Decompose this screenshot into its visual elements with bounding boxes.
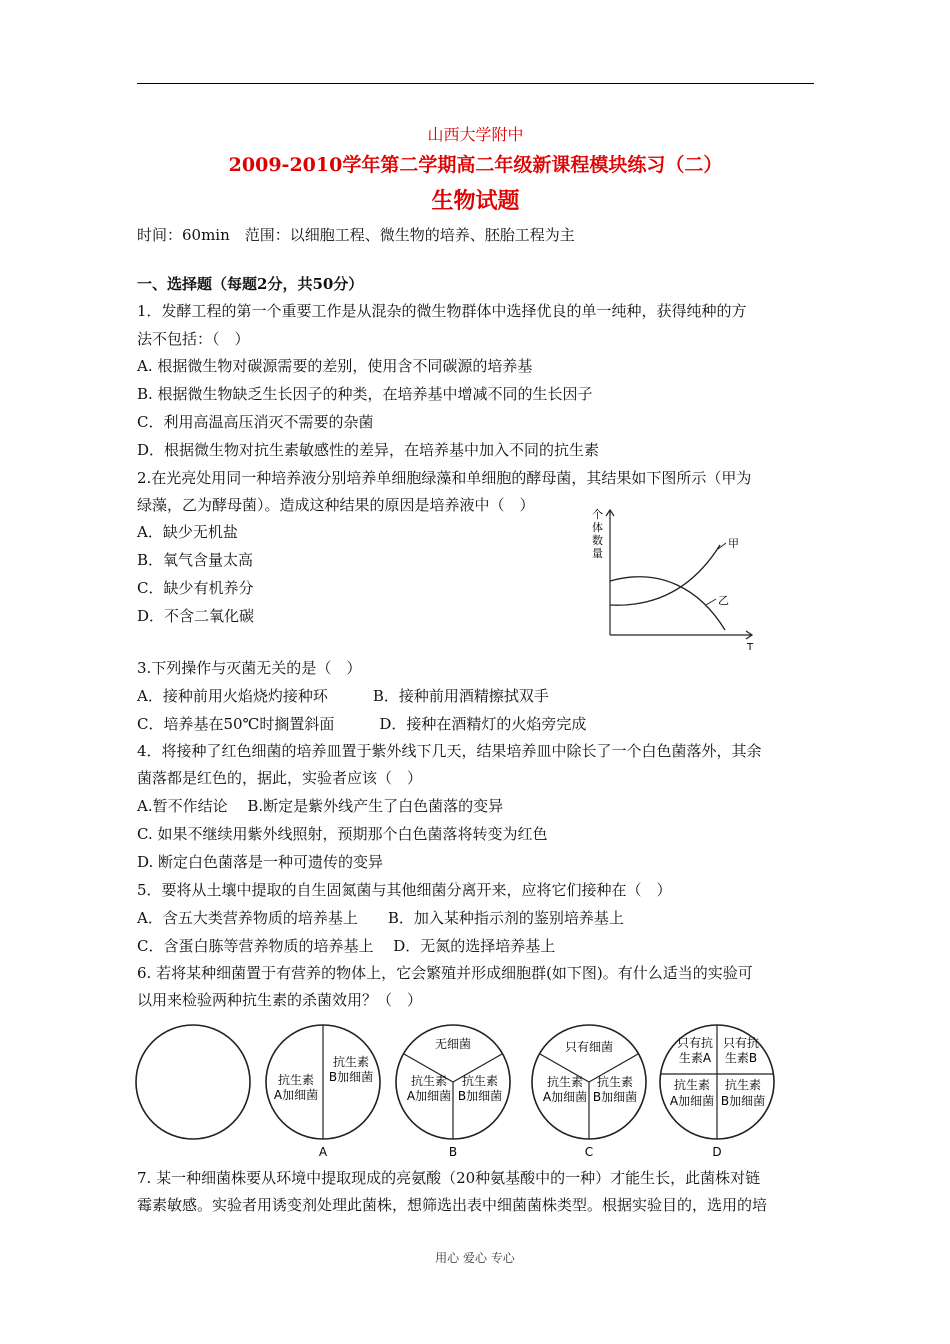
q4-options-ab: A.暂不作结论 B.断定是紫外线产生了白色菌落的变异	[137, 797, 504, 815]
q4-option-c: C. 如果不继续用紫外线照射，预期那个白色菌落将转变为红色	[137, 825, 548, 843]
dish-c-left-2: A加细菌	[542, 1090, 588, 1104]
q2-option-c: C．缺少有机养分	[137, 579, 254, 597]
q7-stem-1: 7. 某一种细菌株要从环境中提取现成的亮氨酸（20种氨基酸中的一种）才能生长，此菌株对链	[137, 1169, 761, 1187]
dish-a-right-1: 抗生素	[332, 1055, 370, 1069]
dish-d-tr-1: 只有抗	[722, 1036, 760, 1050]
q1-stem-1: 1．发酵工程的第一个重要工作是从混杂的微生物群体中选择优良的单一纯种，获得纯种的方	[137, 302, 747, 320]
label-jia: 甲	[728, 537, 739, 550]
graph-ylabel-2: 体	[592, 521, 603, 534]
dish-b-right-1: 抗生素	[461, 1074, 499, 1088]
dish-empty	[136, 1025, 250, 1139]
dish-a-left-2: A加细菌	[273, 1088, 319, 1102]
q2-stem-1: 2.在光亮处用同一种培养液分别培养单细胞绿藻和单细胞的酵母菌，其结果如下图所示（甲为	[137, 469, 752, 487]
dish-c-left-1: 抗生素	[546, 1075, 584, 1089]
dish-d	[660, 1025, 774, 1159]
dish-b-label: B	[448, 1145, 458, 1159]
graph-ylabel-3: 数	[592, 534, 603, 547]
q1-option-a: A. 根据微生物对碳源需要的差别，使用含不同碳源的培养基	[137, 357, 533, 375]
dish-a	[266, 1025, 380, 1159]
exam-title: 2009-2010学年第二学期高二年级新课程模块练习（二）	[228, 154, 723, 176]
q4-stem-1: 4．将接种了红色细菌的培养皿置于紫外线下几天，结果培养皿中除长了一个白色菌落外，其余	[137, 742, 762, 760]
graph-xlabel: T	[747, 642, 754, 653]
q1-option-c: C．利用高温高压消灭不需要的杂菌	[137, 413, 374, 431]
label-yi: 乙	[718, 594, 729, 607]
leader-yi	[706, 599, 716, 605]
exam-meta: 时间：60min 范围：以细胞工程、微生物的培养、胚胎工程为主	[137, 226, 575, 244]
dish-c-right-2: B加细菌	[592, 1090, 638, 1104]
q3-stem: 3.下列操作与灭菌无关的是（ ）	[137, 659, 362, 677]
dish-d-br-1: 抗生素	[724, 1078, 762, 1092]
dish-c	[532, 1025, 646, 1159]
dish-c-top: 只有细菌	[564, 1040, 614, 1054]
q5-options-ab: A．含五大类营养物质的培养基上 B．加入某种指示剂的鉴别培养基上	[137, 909, 624, 927]
curve-jia	[610, 545, 720, 605]
dish-a-label: A	[318, 1145, 328, 1159]
q7-stem-2: 霉素敏感。实验者用诱变剂处理此菌株，想筛选出表中细菌菌株类型。根据实验目的，选用的培	[137, 1196, 768, 1214]
q1-stem-2: 法不包括：（ ）	[137, 330, 250, 348]
q6-stem-2: 以用来检验两种抗生素的杀菌效用？（ ）	[137, 991, 423, 1009]
dish-d-tl-2: 生素A	[678, 1051, 712, 1065]
section-title: 一、选择题（每题2分，共50分）	[137, 275, 364, 293]
q1-option-b: B. 根据微生物缺乏生长因子的种类，在培养基中增减不同的生长因子	[137, 385, 593, 403]
school-name: 山西大学附中	[427, 125, 524, 144]
q6-stem-1: 6. 若将某种细菌置于有营养的物体上，它会繁殖并形成细胞群(如下图)。有什么适当的实验可	[137, 964, 753, 982]
dish-b-top: 无细菌	[434, 1037, 472, 1051]
dish-b	[396, 1025, 510, 1159]
dish-d-tl-1: 只有抗	[676, 1036, 714, 1050]
dish-d-tr-2: 生素B	[724, 1051, 758, 1065]
q2-option-a: A．缺少无机盐	[137, 523, 238, 541]
dish-c-label: C	[584, 1145, 594, 1159]
header-rule	[137, 83, 814, 84]
graph-ylabel-1: 个	[592, 508, 603, 521]
dish-d-bl-1: 抗生素	[673, 1078, 711, 1092]
page-footer: 用心 爱心 专心	[435, 1251, 515, 1265]
q5-stem: 5．要将从土壤中提取的自生固氮菌与其他细菌分离开来，应将它们接种在（ ）	[137, 881, 672, 899]
dish-b-left-1: 抗生素	[410, 1074, 448, 1088]
dish-d-label: D	[712, 1145, 722, 1159]
q3-options-ab: A．接种前用火焰烧灼接种环 B．接种前用酒精擦拭双手	[137, 687, 549, 705]
dish-b-right-2: B加细菌	[457, 1089, 503, 1103]
dish-c-right-1: 抗生素	[596, 1075, 634, 1089]
dish-d-bl-2: A加细菌	[669, 1094, 715, 1108]
dish-d-br-2: B加细菌	[720, 1094, 766, 1108]
subject-title: 生物试题	[431, 188, 520, 214]
dish-a-right-2: B加细菌	[328, 1070, 374, 1084]
q2-growth-graph	[580, 505, 770, 655]
q4-option-d: D. 断定白色菌落是一种可遗传的变异	[137, 853, 384, 871]
q2-stem-2: 绿藻，乙为酵母菌）。造成这种结果的原因是培养液中（ ）	[137, 496, 535, 514]
dish-a-left-1: 抗生素	[277, 1073, 315, 1087]
dish-b-left-2: A加细菌	[406, 1089, 452, 1103]
q5-options-cd: C．含蛋白胨等营养物质的培养基上 D．无氮的选择培养基上	[137, 937, 556, 955]
q3-options-cd: C．培养基在50℃时搁置斜面 D．接种在酒精灯的火焰旁完成	[137, 715, 587, 733]
q6-petri-dishes	[130, 1022, 790, 1162]
q4-stem-2: 菌落都是红色的，据此，实验者应该（ ）	[137, 769, 423, 787]
graph-ylabel-4: 量	[592, 547, 603, 560]
q2-option-b: B．氧气含量太高	[137, 551, 254, 569]
q1-option-d: D．根据微生物对抗生素敏感性的差异，在培养基中加入不同的抗生素	[137, 441, 600, 459]
q2-option-d: D．不含二氧化碳	[137, 607, 255, 625]
